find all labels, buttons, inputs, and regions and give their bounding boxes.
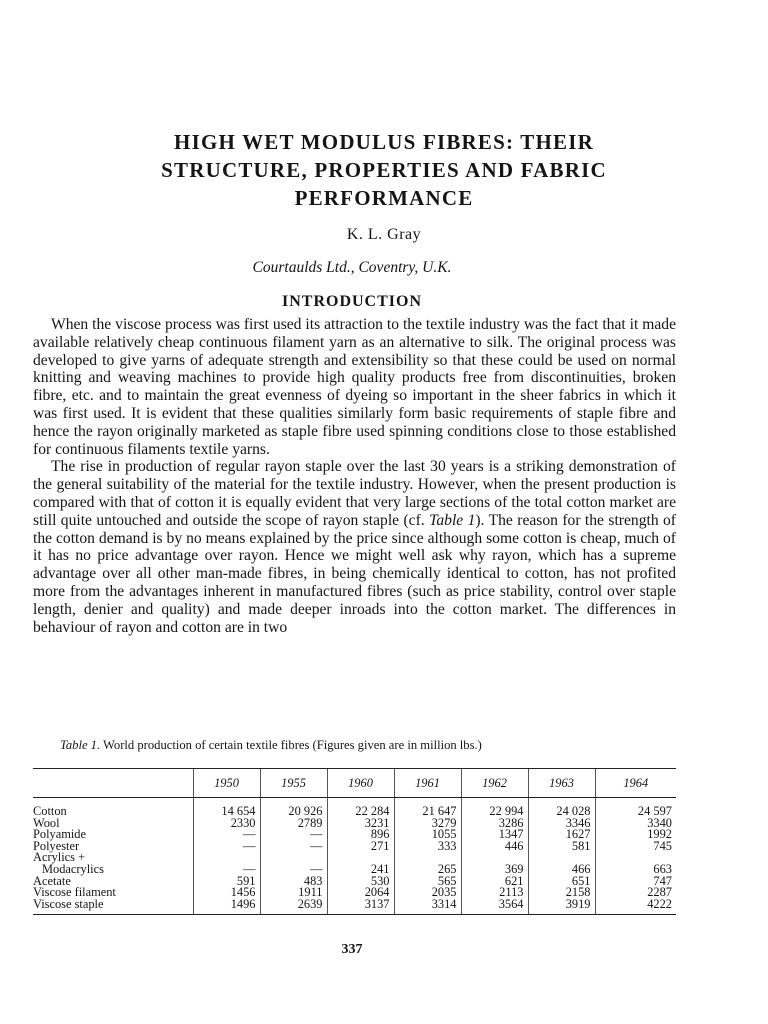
year-header: 1963 xyxy=(528,769,595,798)
fibre-label: Viscose staple xyxy=(33,899,193,915)
table-cell: 663 xyxy=(595,864,676,876)
paragraph-text: When the viscose process was first used its attraction to the textile industry was the fact that it made available relatively cheap continuous filament yarn as an alternative to silk. The original process was developed to give yarns of adequate strength and extensibility so that these could be used on normal knitting and weaving machines to provide high quality products free from discontinuities, broken fibre, etc. and to maintain the great evenness of dyeing so important in the sheer fabrics in which it was first used. It is evident that these qualities similarly form basic requirements of staple fibre and hence the rayon originally marketed as staple fibre used spinning conditions close to those established for continuous filaments textile yarns. xyxy=(33,316,676,458)
table-cell: 3279 xyxy=(394,818,461,830)
production-table xyxy=(33,768,676,915)
table-cell: 2064 xyxy=(327,887,394,899)
table-caption-label: Table 1. xyxy=(60,738,101,752)
table-cell: 2639 xyxy=(260,899,327,915)
table-cell: 747 xyxy=(595,876,676,888)
title-line: STRUCTURE, PROPERTIES AND FABRIC xyxy=(161,158,607,182)
table-cell: 2330 xyxy=(193,818,260,830)
table-cell: 745 xyxy=(595,841,676,853)
paragraph-text: ). The reason for the strength of the cotton demand is by no means explained by the price since although some cotton is cheap, much of it has no price advantage over rayon. Hence we might well ask why rayon, which has a supreme advantage over all other man-made fibres, in being chemically identical to cotton, has not profited more from the advantages inherent in manufactured fibres (such as price stability, control over staple length, denier and quality) and made deeper inroads into the cotton market. The differences in behaviour of rayon and cotton are in two xyxy=(33,511,677,636)
header-row xyxy=(33,769,676,798)
table-cell: 24 028 xyxy=(528,798,595,818)
table-cell: 21 647 xyxy=(394,798,461,818)
table-cell: 1627 xyxy=(528,829,595,841)
fibre-label: Cotton xyxy=(33,804,67,818)
fibre-label: Acrylics + xyxy=(33,850,86,865)
table-cell: 2035 xyxy=(394,887,461,899)
table-cell: 2113 xyxy=(461,887,528,899)
table-cell: — xyxy=(193,829,260,841)
table-cell: 22 994 xyxy=(461,798,528,818)
table-cell: — xyxy=(260,829,327,841)
table-cell: — xyxy=(193,841,260,853)
year-header: 1960 xyxy=(327,769,394,798)
table-cell: 22 284 xyxy=(327,798,394,818)
table-cell: 581 xyxy=(528,841,595,853)
table-cell: 265 xyxy=(394,864,461,876)
year-header: 1955 xyxy=(260,769,327,798)
table-cell: 1347 xyxy=(461,829,528,841)
table-cell: — xyxy=(260,841,327,853)
year-header: 1961 xyxy=(394,769,461,798)
table-cell: 466 xyxy=(528,864,595,876)
table-cell: 4222 xyxy=(595,899,676,915)
fibre-label: Modacrylics xyxy=(42,861,104,876)
fibre-label: Polyamide xyxy=(33,827,86,842)
table-cell: 483 xyxy=(260,876,327,888)
table-body xyxy=(33,798,676,915)
table-cell: 3564 xyxy=(461,899,528,915)
table-cell: 20 926 xyxy=(260,798,327,818)
table-cell: 3314 xyxy=(394,899,461,915)
table-cell: 1055 xyxy=(394,829,461,841)
body-text xyxy=(33,316,676,636)
paragraph xyxy=(33,316,676,458)
table-row xyxy=(33,899,676,915)
header-blank xyxy=(33,769,193,798)
table-header xyxy=(33,769,676,798)
year-header: 1964 xyxy=(595,769,676,798)
year-header: 1962 xyxy=(461,769,528,798)
author-name: K. L. Gray xyxy=(346,226,422,243)
fibre-label: Wool xyxy=(33,815,60,830)
fibre-label: Viscose filament xyxy=(33,885,116,900)
table-cell: 2287 xyxy=(595,887,676,899)
table-cell: 241 xyxy=(327,864,394,876)
table-cell: 896 xyxy=(327,829,394,841)
table-cell: 1992 xyxy=(595,829,676,841)
table-cell: 1496 xyxy=(193,899,260,915)
table-cell: 591 xyxy=(193,876,260,888)
author-affiliation: Courtaulds Ltd., Coventry, U.K. xyxy=(252,259,452,276)
table-cell: 651 xyxy=(528,876,595,888)
table-row xyxy=(33,841,676,853)
table-cell: 2158 xyxy=(528,887,595,899)
table-cell: 530 xyxy=(327,876,394,888)
table-row xyxy=(33,798,676,818)
table-caption xyxy=(60,738,720,753)
table-cell: — xyxy=(260,864,327,876)
paragraph-text: The rise in production of regular rayon staple over the last 30 years is a striking demonstration of the general suitability of the material for the textile industry. However, when the present production is compared with that of cotton it is equally evident that very large sections of the total cotton market are still quite untouched and outside the scope of rayon staple (cf. xyxy=(33,458,676,529)
table-reference: Table 1 xyxy=(429,511,476,529)
table-cell: 24 597 xyxy=(595,798,676,818)
table-cell: 1456 xyxy=(193,887,260,899)
paragraph xyxy=(33,458,676,636)
table-cell: 3137 xyxy=(327,899,394,915)
table-cell: 3919 xyxy=(528,899,595,915)
table-cell: 14 654 xyxy=(193,798,260,818)
fibre-label: Acetate xyxy=(33,873,71,888)
table-cell: 3231 xyxy=(327,818,394,830)
title-line: PERFORMANCE xyxy=(294,186,474,210)
table-cell: 369 xyxy=(461,864,528,876)
table-cell: 621 xyxy=(461,876,528,888)
table-cell: 565 xyxy=(394,876,461,888)
table-cell: 271 xyxy=(327,841,394,853)
page-number: 337 xyxy=(341,942,363,957)
table-cell: 3286 xyxy=(461,818,528,830)
paper-title xyxy=(60,128,708,212)
table-cell: 333 xyxy=(394,841,461,853)
year-header: 1950 xyxy=(193,769,260,798)
table-cell: 1911 xyxy=(260,887,327,899)
table-cell: 3346 xyxy=(528,818,595,830)
table-cell: — xyxy=(193,864,260,876)
title-line: HIGH WET MODULUS FIBRES: THEIR xyxy=(174,130,594,154)
table-cell: 3340 xyxy=(595,818,676,830)
table-cell: 446 xyxy=(461,841,528,853)
table-caption-text: World production of certain textile fibres (Figures given are in million lbs.) xyxy=(100,738,482,752)
table-cell: 2789 xyxy=(260,818,327,830)
section-heading: INTRODUCTION xyxy=(281,293,422,310)
fibre-label: Polyester xyxy=(33,838,80,853)
